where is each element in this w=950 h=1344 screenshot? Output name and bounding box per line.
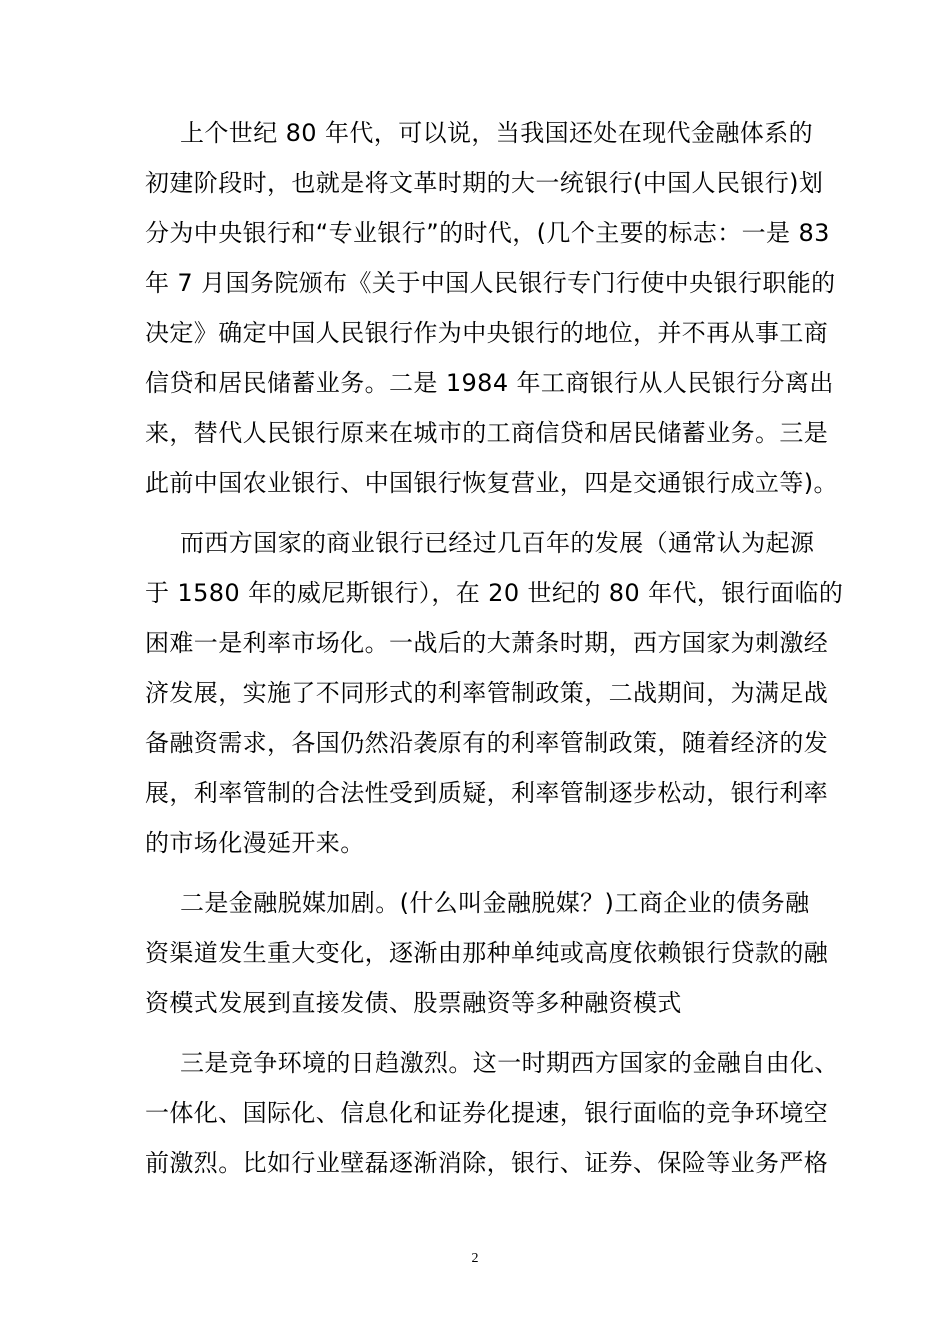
paragraph-line: 信贷和居民储蓄业务。二是 1984 年工商银行从人民银行分离出 [145, 369, 834, 397]
paragraph-line: 来，替代人民银行原来在城市的工商信贷和居民储蓄业务。三是 [145, 419, 829, 447]
paragraph-line: 而西方国家的商业银行已经过几百年的发展（通常认为起源 [180, 529, 815, 557]
paragraph-line: 备融资需求，各国仍然沿袭原有的利率管制政策，随着经济的发 [145, 729, 829, 757]
paragraph-line: 三是竞争环境的日趋激烈。这一时期西方国家的金融自由化、 [180, 1049, 839, 1077]
paragraph-line: 于 1580 年的威尼斯银行），在 20 世纪的 80 年代，银行面临的 [145, 579, 844, 607]
paragraph-line: 二是金融脱媒加剧。(什么叫金融脱媒？)工商企业的债务融 [180, 889, 810, 917]
paragraph-line: 分为中央银行和“专业银行”的时代，(几个主要的标志：一是 83 [145, 219, 830, 247]
paragraph-line: 一体化、国际化、信息化和证券化提速，银行面临的竞争环境空 [145, 1099, 829, 1127]
paragraph-line: 资模式发展到直接发债、股票融资等多种融资模式 [145, 989, 682, 1017]
page-number: 2 [471, 1251, 479, 1266]
paragraph-line: 此前中国农业银行、中国银行恢复营业，四是交通银行成立等)。 [145, 469, 838, 497]
paragraph-line: 上个世纪 80 年代，可以说，当我国还处在现代金融体系的 [180, 119, 813, 147]
paragraph-line: 的市场化漫延开来。 [145, 829, 365, 857]
paragraph-line: 困难一是利率市场化。一战后的大萧条时期，西方国家为刺激经 [145, 629, 829, 657]
paragraph-line: 济发展，实施了不同形式的利率管制政策，二战期间，为满足战 [145, 679, 829, 707]
paragraph-line: 展，利率管制的合法性受到质疑，利率管制逐步松动，银行利率 [145, 779, 829, 807]
paragraph-line: 前激烈。比如行业壁磊逐渐消除，银行、证券、保险等业务严格 [145, 1149, 829, 1177]
paragraph-line: 资渠道发生重大变化，逐渐由那种单纯或高度依赖银行贷款的融 [145, 939, 829, 967]
paragraph-line: 年 7 月国务院颁布《关于中国人民银行专门行使中央银行职能的 [145, 269, 836, 297]
paragraph-line: 决定》确定中国人民银行作为中央银行的地位，并不再从事工商 [145, 319, 829, 347]
paragraph-line: 初建阶段时，也就是将文革时期的大一统银行(中国人民银行)划 [145, 169, 824, 197]
